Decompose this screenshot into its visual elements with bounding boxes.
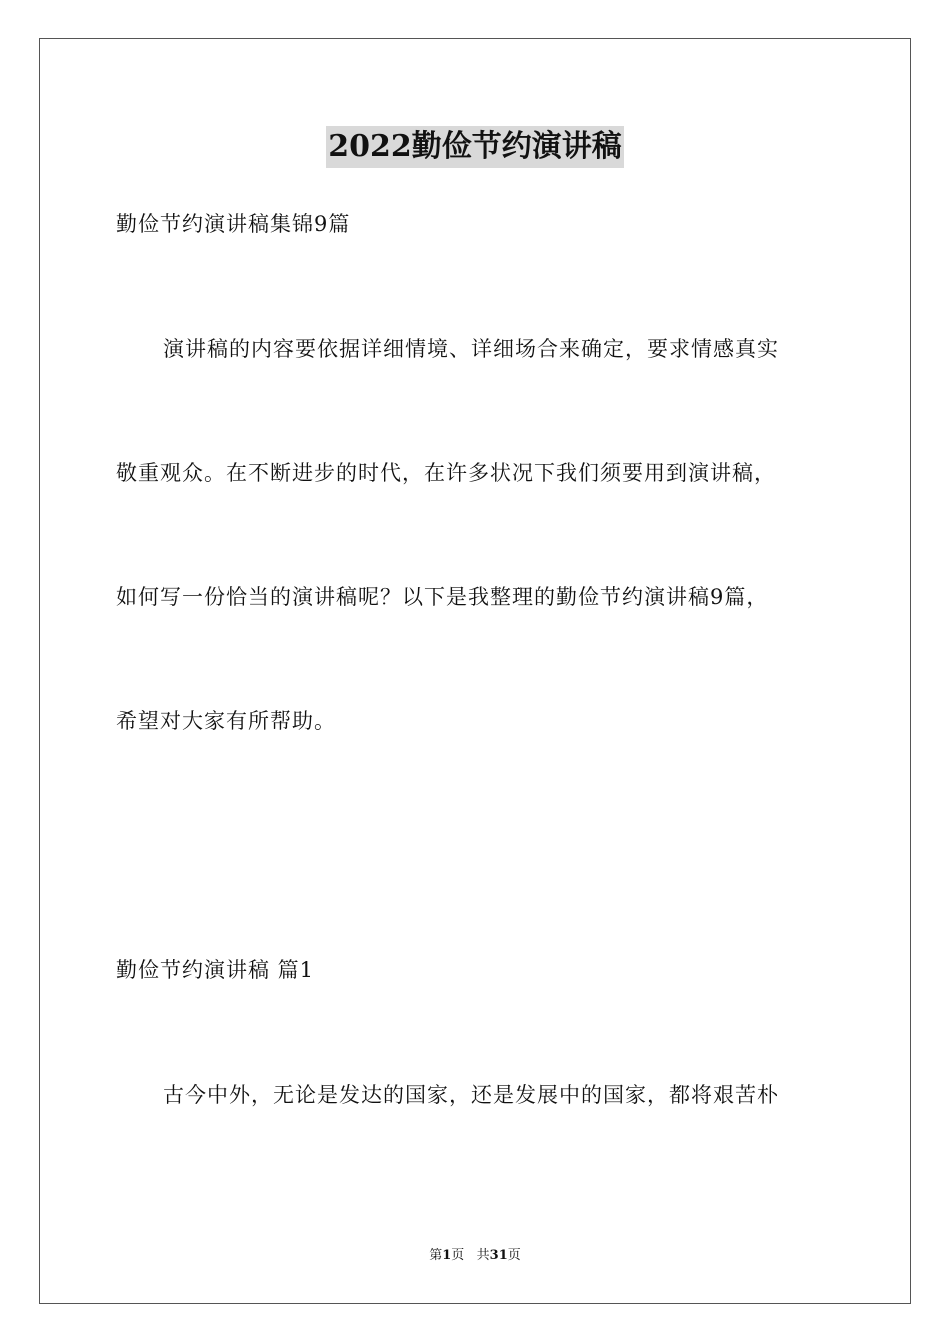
title-container [0, 126, 950, 168]
footer-page-suffix: 页 [507, 1248, 521, 1263]
section-line-1: 古今中外，无论是发达的国家，还是发展中的国家，都将艰苦朴 [163, 1083, 779, 1107]
document-title: 2022勤俭节约演讲稿 [326, 126, 624, 168]
intro-line-1: 演讲稿的内容要依据详细情境、详细场合来确定，要求情感真实 [163, 337, 779, 361]
document-subtitle: 勤俭节约演讲稿集锦9篇 [116, 212, 351, 236]
footer-page-prefix: 第 [429, 1248, 443, 1263]
footer-page-number: 1 [442, 1248, 452, 1263]
intro-line-2: 敬重观众。在不断进步的时代，在许多状况下我们须要用到演讲稿， [116, 461, 776, 485]
intro-line-3: 如何写一份恰当的演讲稿呢？以下是我整理的勤俭节约演讲稿9篇， [116, 585, 769, 609]
footer-total-pages: 31 [489, 1248, 508, 1263]
intro-line-4: 希望对大家有所帮助。 [116, 709, 336, 733]
footer-page-mid: 页 共 [451, 1248, 490, 1263]
page-footer [0, 1247, 950, 1265]
section-heading: 勤俭节约演讲稿 篇1 [116, 958, 315, 982]
